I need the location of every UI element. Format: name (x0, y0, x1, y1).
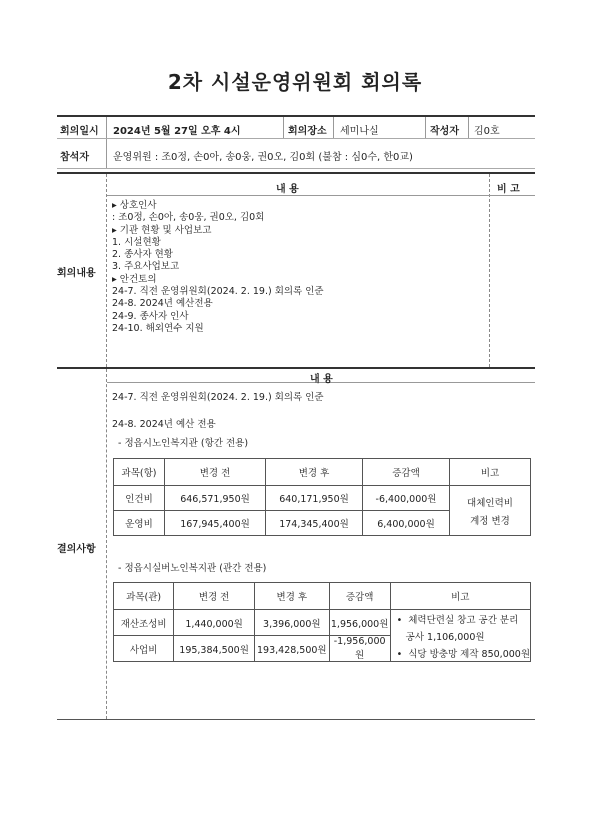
rule-top (57, 115, 535, 117)
note-text: • 체력단련실 창고 공간 분리 (396, 614, 519, 626)
list-item: 24-9. 종사자 인사 (112, 310, 189, 322)
resolution-sub-1: - 정읍시노인복지관 (항간 전용) (118, 438, 249, 449)
table-cell: 167,945,400원 (165, 511, 266, 536)
attendee-value: 운영위원 : 조0정, 손0아, 송0웅, 권0오, 김0회 (불참 : 심0수, 한0교) (113, 152, 413, 163)
list-item: ▸ 기관 현황 및 사업보고 (112, 224, 212, 236)
content-header-rule (107, 195, 535, 196)
writer-label: 작성자 (430, 126, 459, 137)
divider (425, 117, 426, 138)
rule-mid (57, 138, 535, 139)
content-col-header: 내 용 (276, 184, 299, 195)
list-item: 24-10. 해외연수 지원 (112, 322, 204, 334)
note-text: 공사 1,106,000원 (396, 631, 485, 643)
table-header: 변경 전 (165, 459, 266, 486)
list-item: 24-7. 직전 운영위원회(2024. 2. 19.) 회의록 인준 (112, 286, 324, 298)
table-cell: 174,345,400원 (266, 511, 363, 536)
table-cell: 193,428,500원 (254, 636, 329, 662)
table-cell: 195,384,500원 (174, 636, 255, 662)
list-item: ▸ 상호인사 (112, 200, 157, 211)
table-note-cell (390, 610, 530, 662)
rule-bottom (57, 719, 535, 720)
list-item: 24-8. 2024년 예산전용 (112, 298, 213, 310)
page-title: 2차 시설운영위원회 회의록 (167, 70, 423, 94)
divider (283, 117, 284, 138)
table-cell: 재산조성비 (114, 610, 174, 636)
resolution-section-label: 결의사항 (57, 544, 96, 555)
table-row (114, 486, 531, 511)
resolution-sub-2: - 정읍시실버노인복지관 (관간 전용) (118, 563, 267, 574)
table-cell: 인건비 (114, 486, 165, 511)
table-header: 비고 (450, 459, 531, 486)
list-item: 1. 시설현황 (112, 236, 161, 248)
list-item: 2. 종사자 현황 (112, 249, 173, 261)
table-cell: 1,956,000원 (329, 610, 390, 636)
resolution-col-header: 내 용 (310, 374, 333, 385)
list-item: ▸ 안건토의 (112, 273, 157, 285)
list-item: 3. 주요사업보고 (112, 261, 180, 273)
resolution-left-divider (106, 369, 107, 719)
table-cell: 운영비 (114, 511, 165, 536)
table-cell: 3,396,000원 (254, 610, 329, 636)
table-note-cell (450, 486, 531, 536)
table-header: 비고 (390, 583, 530, 610)
budget-table-1 (113, 458, 531, 536)
table-header: 과목(항) (114, 459, 165, 486)
rule-resolution-top (57, 367, 535, 369)
note-text: 계정 변경 (470, 515, 510, 527)
divider (468, 117, 469, 138)
note-text: • 식당 방충망 제작 850,000원 (396, 648, 530, 660)
table-header-row (114, 459, 531, 486)
table-header: 증감액 (363, 459, 450, 486)
content-left-divider (106, 174, 107, 367)
table-cell: 646,571,950원 (165, 486, 266, 511)
place-value: 세미나실 (340, 126, 379, 137)
table-header: 변경 후 (254, 583, 329, 610)
content-right-divider (489, 174, 490, 367)
note-col-header: 비 고 (497, 184, 520, 195)
table-row (114, 610, 531, 636)
table-header: 증감액 (329, 583, 390, 610)
table-cell: 1,440,000원 (174, 610, 255, 636)
divider (106, 117, 107, 138)
writer-value: 김0호 (474, 126, 500, 137)
table-header: 과목(관) (114, 583, 174, 610)
content-list (112, 200, 324, 335)
table-header: 변경 후 (266, 459, 363, 486)
table-header: 변경 전 (174, 583, 255, 610)
rule-content-top (57, 172, 535, 174)
place-label: 회의장소 (288, 126, 327, 137)
date-label: 회의일시 (60, 126, 99, 137)
table-cell: 6,400,000원 (363, 511, 450, 536)
resolution-item-2: 24-8. 2024년 예산 전용 (112, 419, 216, 430)
list-item: : 조0정, 손0아, 송0웅, 권0오, 김0회 (112, 212, 265, 224)
budget-table-2 (113, 582, 531, 662)
note-text: 대체인력비 (467, 497, 513, 509)
content-section-label: 회의내용 (57, 268, 96, 279)
table-header-row (114, 583, 531, 610)
table-cell: -6,400,000원 (363, 486, 450, 511)
date-value: 2024년 5월 27일 오후 4시 (113, 126, 241, 137)
table-cell: 640,171,950원 (266, 486, 363, 511)
divider (333, 117, 334, 138)
table-cell: -1,956,000원 (329, 636, 390, 662)
resolution-item-1: 24-7. 직전 운영위원회(2024. 2. 19.) 회의록 인준 (112, 392, 324, 403)
table-cell: 사업비 (114, 636, 174, 662)
divider (106, 139, 107, 168)
rule-after-attendee (57, 168, 535, 169)
attendee-label: 참석자 (60, 152, 89, 163)
